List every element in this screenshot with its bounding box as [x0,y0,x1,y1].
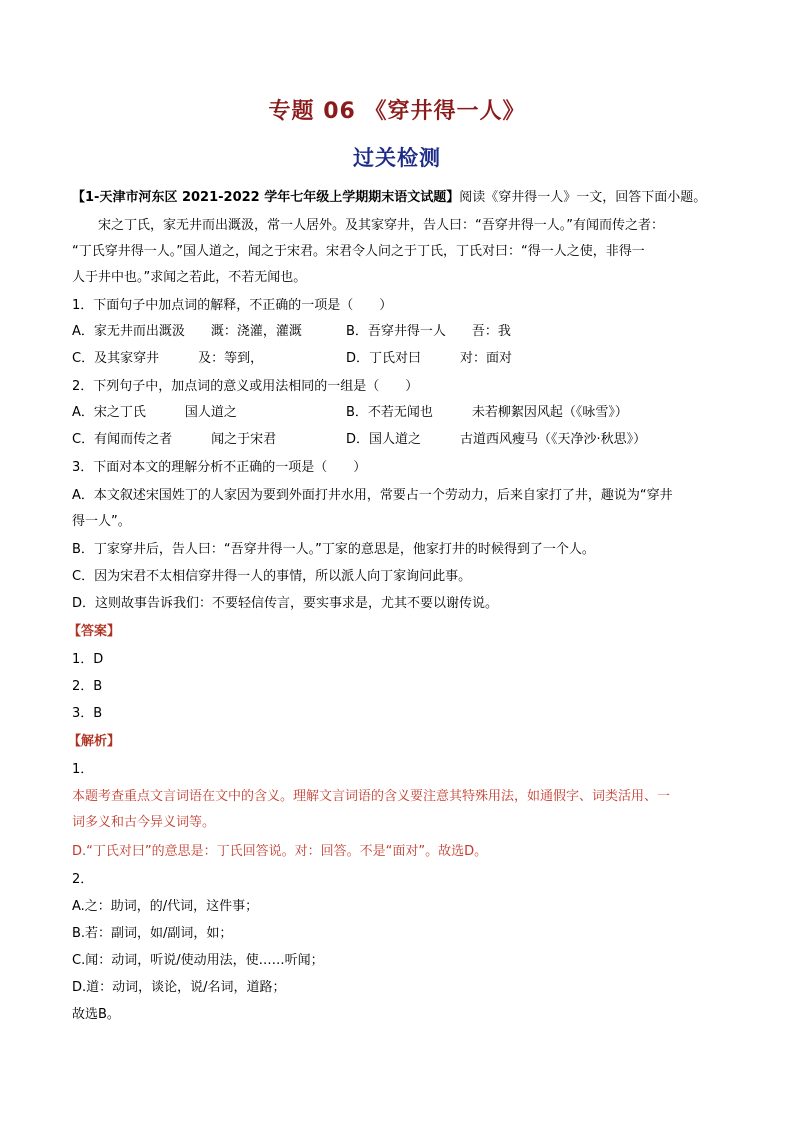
document-subtitle: 过关检测 [353,146,441,170]
analysis-2-line-b: B.若：副词，如/副词，如； [72,926,233,941]
question-1: 1．下面句子中加点词的解释，不正确的一项是（ ） [72,298,393,313]
source-label: 【1-天津市河东区 2021-2022 学年七年级上学期期末语文试题】 [72,190,460,205]
analysis-1-line-3: D.“丁氏对曰”的意思是：丁氏回答说。对：回答。不是“面对”。故选D。 [72,844,488,859]
analysis-number-2: 2． [72,872,94,887]
analysis-heading: 【解析】 [68,734,121,749]
source-line [72,188,706,208]
answer-3: 3．B [72,706,103,721]
q1-option-a: A．家无井而出溉汲 溉：浇灌，灌溉 [72,324,302,339]
q3-option-b: B．丁家穿井后，告人曰：“吾穿井得一人。”丁家的意思是，他家打井的时候得到了一个人。 [72,542,595,557]
question-2: 2．下列句子中，加点词的意义或用法相同的一组是（ ） [72,379,419,394]
source-instruction: 阅读《穿井得一人》一文，回答下面小题。 [459,190,707,205]
q1-option-d: D．丁氏对曰 对：面对 [346,351,513,366]
analysis-number-1: 1． [72,762,94,777]
analysis-2-conclusion: 故选B。 [72,1007,120,1022]
question-3: 3．下面对本文的理解分析不正确的一项是（ ） [72,460,367,475]
passage-line-2: “丁氏穿井得一人。”国人道之，闻之于宋君。宋君令人问之于丁氏，丁氏对曰：“得一人之使，非得一 [72,244,645,259]
analysis-1-line-2: 词多义和古今异义词等。 [72,815,216,830]
analysis-2-line-c: C.闻：动词，听说/使动用法，使……听闻； [72,953,324,968]
q2-option-a: A．宋之丁氏 国人道之 [72,405,237,420]
analysis-2-line-a: A.之：助词，的/代词，这件事； [72,899,259,914]
q2-option-c: C．有闻而传之者 闻之于宋君 [72,432,277,447]
answer-2: 2．B [72,679,103,694]
q1-option-b: B．吾穿井得一人 吾：我 [346,324,511,339]
q3-option-a-line-1: A．本文叙述宋国姓丁的人家因为要到外面打井水用，常要占一个劳动力，后来自家打了井，趣说为“穿井 [72,488,673,503]
q3-option-a-line-2: 得一人”。 [72,514,131,529]
q3-option-c: C．因为宋君不太相信穿井得一人的事情，所以派人向丁家询问此事。 [72,569,472,584]
passage-line-1: 宋之丁氏，家无井而出溉汲，常一人居外。及其家穿井，告人曰：“吾穿井得一人。”有闻而传之者： [98,218,664,233]
analysis-1-line-1: 本题考查重点文言词语在文中的含义。理解文言词语的含义要注意其特殊用法，如通假字、词类活用、一 [72,789,671,804]
analysis-2-line-d: D.道：动词，谈论，说/名词，道路； [72,980,286,995]
passage-line-3: 人于井中也。”求闻之若此，不若无闻也。 [72,270,307,285]
answer-1: 1．D [72,652,104,667]
q2-option-b: B．不若无闻也 未若柳絮因风起（《咏雪》） [346,405,628,420]
answer-heading: 【答案】 [68,624,121,639]
q2-option-d: D．国人道之 古道西风瘦马（《天净沙·秋思》） [346,432,647,447]
q1-option-c: C．及其家穿井 及：等到， [72,351,264,366]
document-title: 专题 06 《穿井得一人》 [268,99,526,124]
q3-option-d: D．这则故事告诉我们：不要轻信传言，要实事求是，尤其不要以谢传说。 [72,596,499,611]
